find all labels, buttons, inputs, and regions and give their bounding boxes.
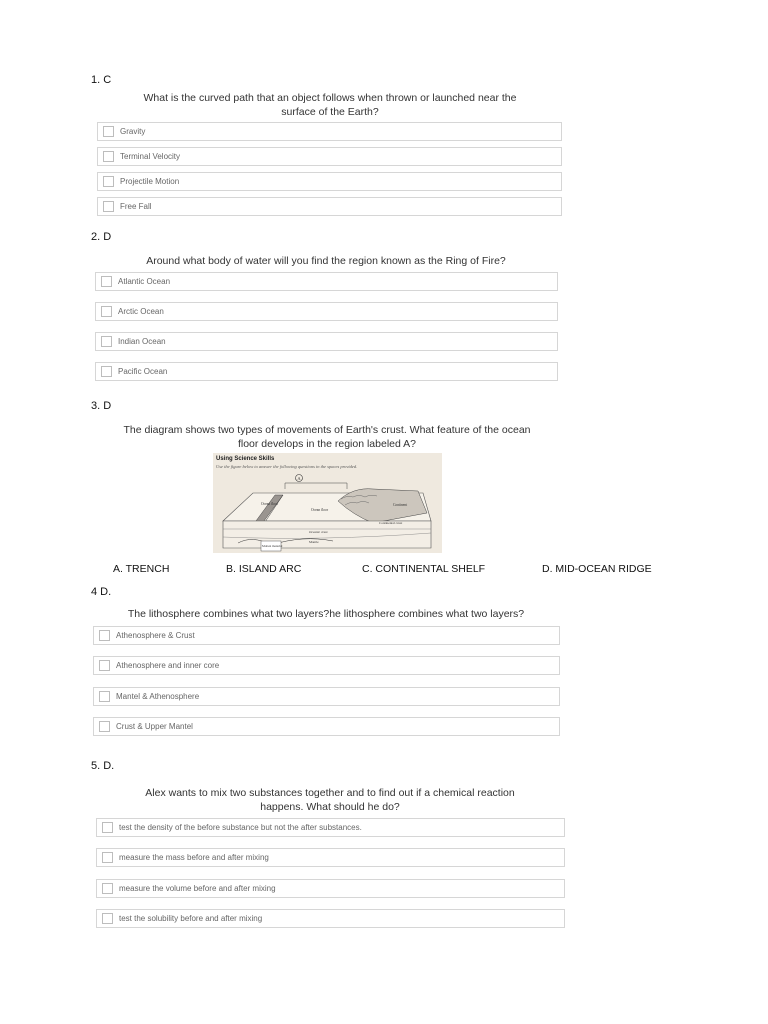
checkbox-icon[interactable] [102, 822, 113, 833]
question-5-option[interactable] [96, 848, 565, 867]
checkbox-icon[interactable] [99, 630, 110, 641]
figure-title: Using Science Skills [216, 456, 275, 462]
question-3-number: 3. D [91, 400, 112, 412]
checkbox-icon[interactable] [101, 306, 112, 317]
question-2-option[interactable] [95, 362, 558, 381]
crust-diagram-drawing [213, 453, 442, 553]
question-5-text-line1: Alex wants to mix two substances together and to find out if a chemical reaction [145, 787, 515, 799]
label-mantle: Mantle [309, 540, 319, 544]
option-label: measure the mass before and after mixing [119, 853, 269, 862]
figure-subtitle: Use the figure below to answer the following questions in the spaces provided. [216, 464, 358, 469]
checkbox-icon[interactable] [101, 366, 112, 377]
question-1-text-line2: surface of the Earth? [281, 106, 379, 118]
checkbox-icon[interactable] [102, 883, 113, 894]
label-molten-material: Molten material [262, 544, 283, 548]
option-label: Free Fall [120, 202, 152, 211]
question-5-number: 5. D. [91, 760, 115, 772]
option-label: Athenosphere & Crust [116, 631, 195, 640]
answer-choice-b: B. ISLAND ARC [226, 563, 302, 575]
label-ocean-floor-right: Ocean floor [311, 508, 329, 512]
answer-choice-d: D. MID-OCEAN RIDGE [542, 563, 652, 575]
checkbox-icon[interactable] [99, 721, 110, 732]
question-2-option[interactable] [95, 332, 558, 351]
answer-choice-c: C. CONTINENTAL SHELF [362, 563, 486, 575]
question-1-option[interactable] [97, 172, 562, 191]
question-4-number: 4 D. [91, 586, 112, 598]
answer-choice-a: A. TRENCH [113, 563, 170, 575]
question-4-option[interactable] [93, 717, 560, 736]
checkbox-icon[interactable] [101, 336, 112, 347]
checkbox-icon[interactable] [102, 852, 113, 863]
earth-crust-diagram [213, 453, 442, 553]
question-4-option[interactable] [93, 687, 560, 706]
question-1-option[interactable] [97, 147, 562, 166]
checkbox-icon[interactable] [102, 913, 113, 924]
checkbox-icon[interactable] [103, 201, 114, 212]
question-3-text [88, 423, 566, 451]
question-3-text-line2: floor develops in the region labeled A? [237, 438, 417, 450]
question-5-text-line2: happens. What should he do? [260, 801, 400, 813]
question-2-text: Around what body of water will you find the region known as the Ring of Fire? [146, 255, 506, 267]
checkbox-icon[interactable] [103, 151, 114, 162]
label-continent: Continent [393, 503, 408, 507]
checkbox-icon[interactable] [99, 660, 110, 671]
question-4-option[interactable] [93, 626, 560, 645]
question-1-option[interactable] [97, 197, 562, 216]
option-label: Indian Ocean [118, 337, 166, 346]
option-label: Projectile Motion [120, 177, 180, 186]
question-2-option[interactable] [95, 272, 558, 291]
question-5-option[interactable] [96, 818, 565, 837]
option-label: Arctic Ocean [118, 307, 164, 316]
label-continental-crust: Continental crust [379, 521, 403, 525]
option-label: test the solubility before and after mixing [119, 914, 263, 923]
question-4-text: The lithosphere combines what two layers?he lithosphere combines what two layers? [127, 608, 525, 620]
label-oceanic-crust: Oceanic crust [309, 530, 328, 534]
checkbox-icon[interactable] [101, 276, 112, 287]
question-1-text-line1: What is the curved path that an object follows when thrown or launched near the [143, 92, 517, 104]
checkbox-icon[interactable] [103, 176, 114, 187]
option-label: Athenosphere and inner core [116, 661, 220, 670]
option-label: test the density of the before substance but not the after substances. [119, 823, 362, 832]
question-4-option[interactable] [93, 656, 560, 675]
question-1-option[interactable] [97, 122, 562, 141]
checkbox-icon[interactable] [99, 691, 110, 702]
question-2-number: 2. D [91, 231, 112, 243]
option-label: Mantel & Athenosphere [116, 692, 200, 701]
question-5-option[interactable] [96, 909, 565, 928]
question-5-text [90, 786, 570, 814]
question-2-option[interactable] [95, 302, 558, 321]
question-1-number: 1. C [91, 74, 112, 86]
option-label: Pacific Ocean [118, 367, 168, 376]
question-1-text [90, 91, 570, 119]
label-ocean-floor-left: Ocean floor [261, 502, 279, 506]
checkbox-icon[interactable] [103, 126, 114, 137]
option-label: Terminal Velocity [120, 152, 181, 161]
marker-label: A [297, 476, 301, 481]
question-5-option[interactable] [96, 879, 565, 898]
option-label: measure the volume before and after mixing [119, 884, 276, 893]
question-3-text-line1: The diagram shows two types of movements of Earth's crust. What feature of the ocean [123, 424, 531, 436]
option-label: Atlantic Ocean [118, 277, 171, 286]
option-label: Gravity [120, 127, 146, 136]
option-label: Crust & Upper Mantel [116, 722, 193, 731]
